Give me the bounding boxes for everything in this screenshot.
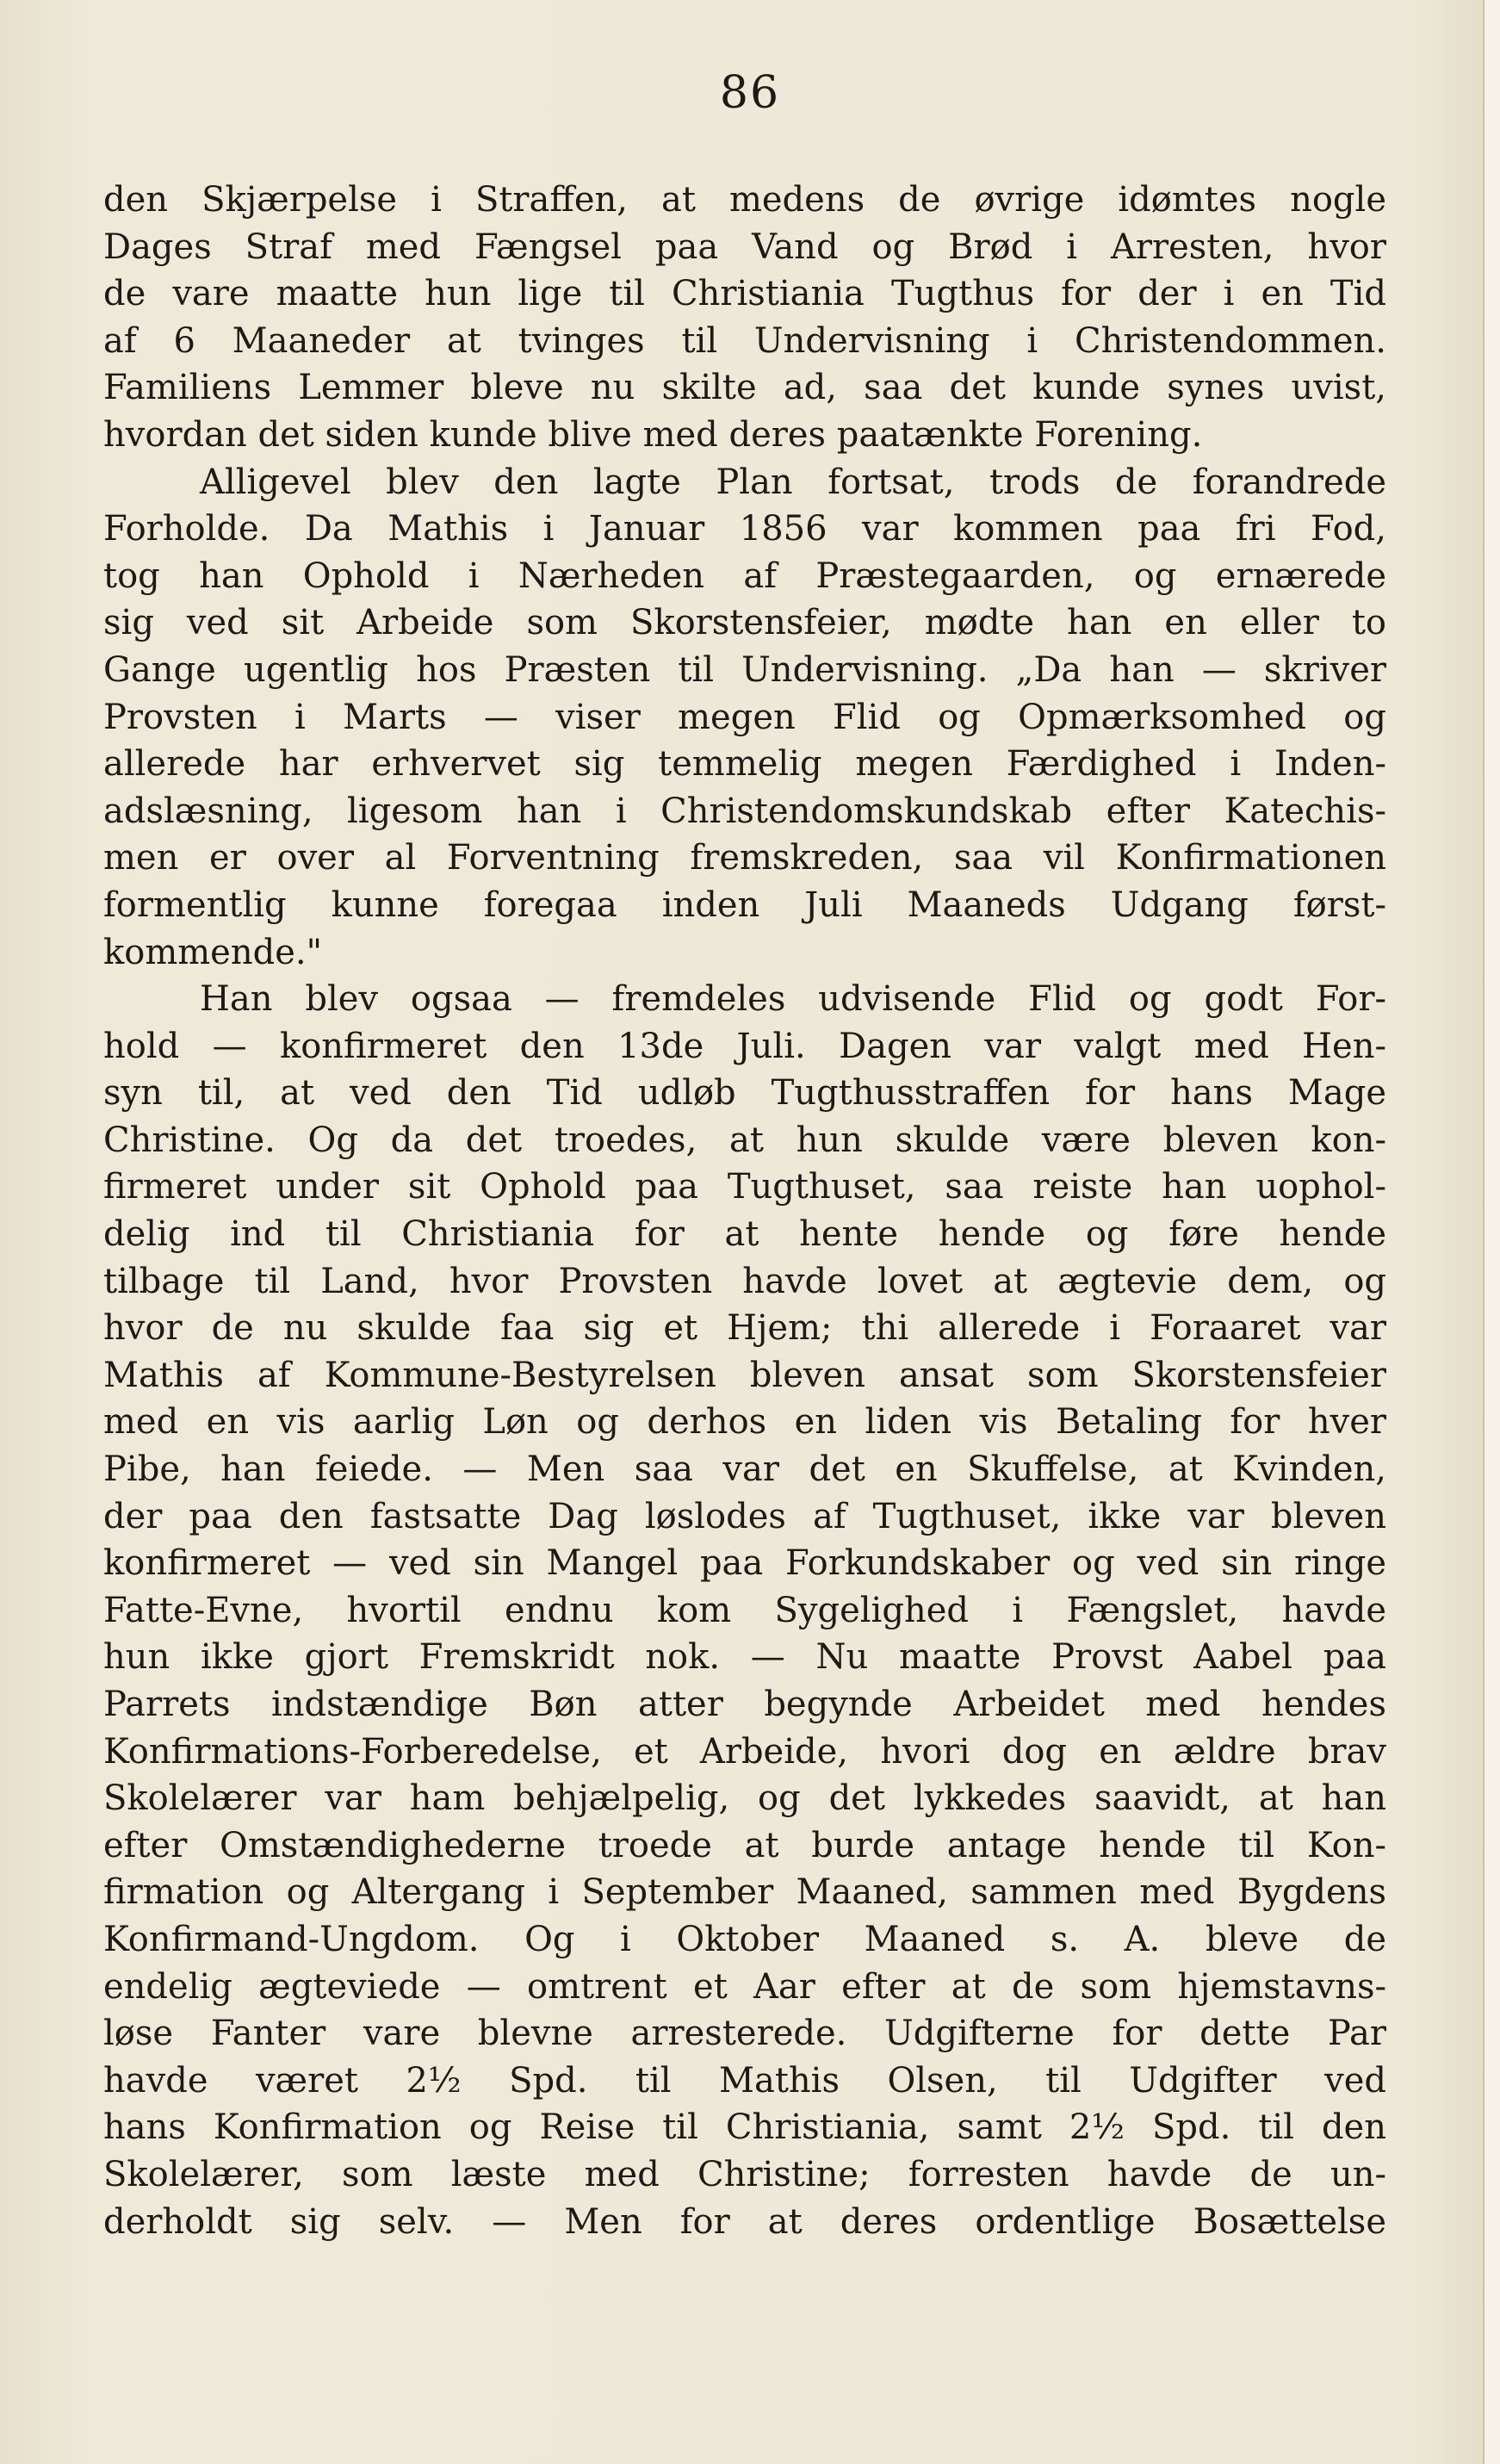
text-line: Konfirmand-Ungdom. Og i Oktober Maaned s. A. bleve de [103,1919,1386,1959]
text-line: Forholde. Da Mathis i Januar 1856 var kommen paa fri Fod, [103,509,1386,549]
text-line: delig ind til Christiania for at hente hende og føre hende [103,1214,1386,1255]
text-line: hans Konfirmation og Reise til Christiania, samt 2½ Spd. til den [103,2107,1386,2148]
text-line: formentlig kunne foregaa inden Juli Maaneds Udgang først- [103,884,1386,925]
text-line: Fatte-Evne, hvortil endnu kom Sygelighed i Fængslet, havde [103,1590,1386,1630]
text-line: men er over al Forventning fremskreden, saa vil Konfirmationen [103,838,1386,878]
text-line: Konfirmations-Forberedelse, et Arbeide, hvori dog en ældre brav [103,1731,1386,1772]
text-line: Mathis af Kommune-Bestyrelsen bleven ansat som Skorstensfeier [103,1355,1386,1395]
text-line: syn til, at ved den Tid udløb Tugthusstraffen for hans Mage [103,1073,1386,1114]
text-line: tilbage til Land, hvor Provsten havde lovet at ægtevie dem, og [103,1261,1386,1301]
text-line: konfirmeret — ved sin Mangel paa Forkundskaber og ved sin ringe [103,1543,1386,1584]
text-line: løse Fanter vare blevne arresterede. Udgifterne for dette Par [103,2014,1386,2054]
text-line: firmeret under sit Ophold paa Tugthuset, saa reiste han uophol- [103,1167,1386,1207]
paragraph-start-line: Alligevel blev den lagte Plan fortsat, trods de forandrede [200,462,1386,502]
text-line: Dages Straf med Fængsel paa Vand og Brød i Arresten, hvor [103,227,1386,267]
text-line: Christine. Og da det troedes, at hun skulde være bleven kon- [103,1120,1386,1160]
text-line: hun ikke gjort Fremskridt nok. — Nu maatte Provst Aabel paa [103,1637,1386,1678]
text-line: der paa den fastsatte Dag løslodes af Tugthuset, ikke var bleven [103,1496,1386,1536]
page-edge [1483,0,1500,2464]
text-line: hold — konfirmeret den 13de Juli. Dagen var valgt med Hen- [103,1026,1386,1066]
text-line: Skolelærer var ham behjælpelig, og det lykkedes saavidt, at han [103,1778,1386,1819]
text-line: firmation og Altergang i September Maaned, sammen med Bygdens [103,1872,1386,1913]
text-line: med en vis aarlig Løn og derhos en liden vis Betaling for hver [103,1402,1386,1443]
text-line: allerede har erhvervet sig temmelig megen Færdighed i Inden- [103,744,1386,785]
text-line: af 6 Maaneder at tvinges til Undervisning i Christendommen. [103,320,1386,361]
text-line: havde været 2½ Spd. til Mathis Olsen, til Udgifter ved [103,2060,1386,2101]
body-text [103,177,1386,2245]
text-line: Skolelærer, som læste med Christine; forresten havde de un- [103,2154,1386,2194]
text-line: Gange ugentlig hos Præsten til Undervisning. „Da han — skriver [103,649,1386,690]
text-line: tog han Ophold i Nærheden af Præstegaarden, og ernærede [103,555,1386,596]
text-line: efter Omstændighederne troede at burde antage hende til Kon- [103,1825,1386,1865]
text-line: hvor de nu skulde faa sig et Hjem; thi allerede i Foraaret var [103,1308,1386,1349]
text-line: adslæsning, ligesom han i Christendomskundskab efter Katechis- [103,791,1386,831]
text-line: hvordan det siden kunde blive med deres paatænkte Forening. [103,414,1203,455]
text-line: Pibe, han feiede. — Men saa var det en Skuffelse, at Kvinden, [103,1449,1386,1490]
text-line: de vare maatte hun lige til Christiania Tugthus for der i en Tid [103,274,1386,314]
text-line: endelig ægteviede — omtrent et Aar efter at de som hjemstavns- [103,1966,1386,2007]
text-line: den Skjærpelse i Straffen, at medens de øvrige idømtes nogle [103,180,1386,220]
text-line: derholdt sig selv. — Men for at deres ordentlige Bosættelse [103,2201,1386,2242]
page-number: 86 [719,67,781,119]
text-line: Familiens Lemmer bleve nu skilte ad, saa det kunde synes uvist, [103,368,1386,408]
paragraph-start-line: Han blev ogsaa — fremdeles udvisende Flid og godt For- [200,979,1386,1020]
text-line: sig ved sit Arbeide som Skorstensfeier, mødte han en eller to [103,603,1386,643]
text-line: kommende." [103,932,323,972]
text-line: Parrets indstændige Bøn atter begynde Arbeidet med hendes [103,1685,1386,1724]
text-line: Provsten i Marts — viser megen Flid og Opmærksomhed og [103,697,1386,737]
